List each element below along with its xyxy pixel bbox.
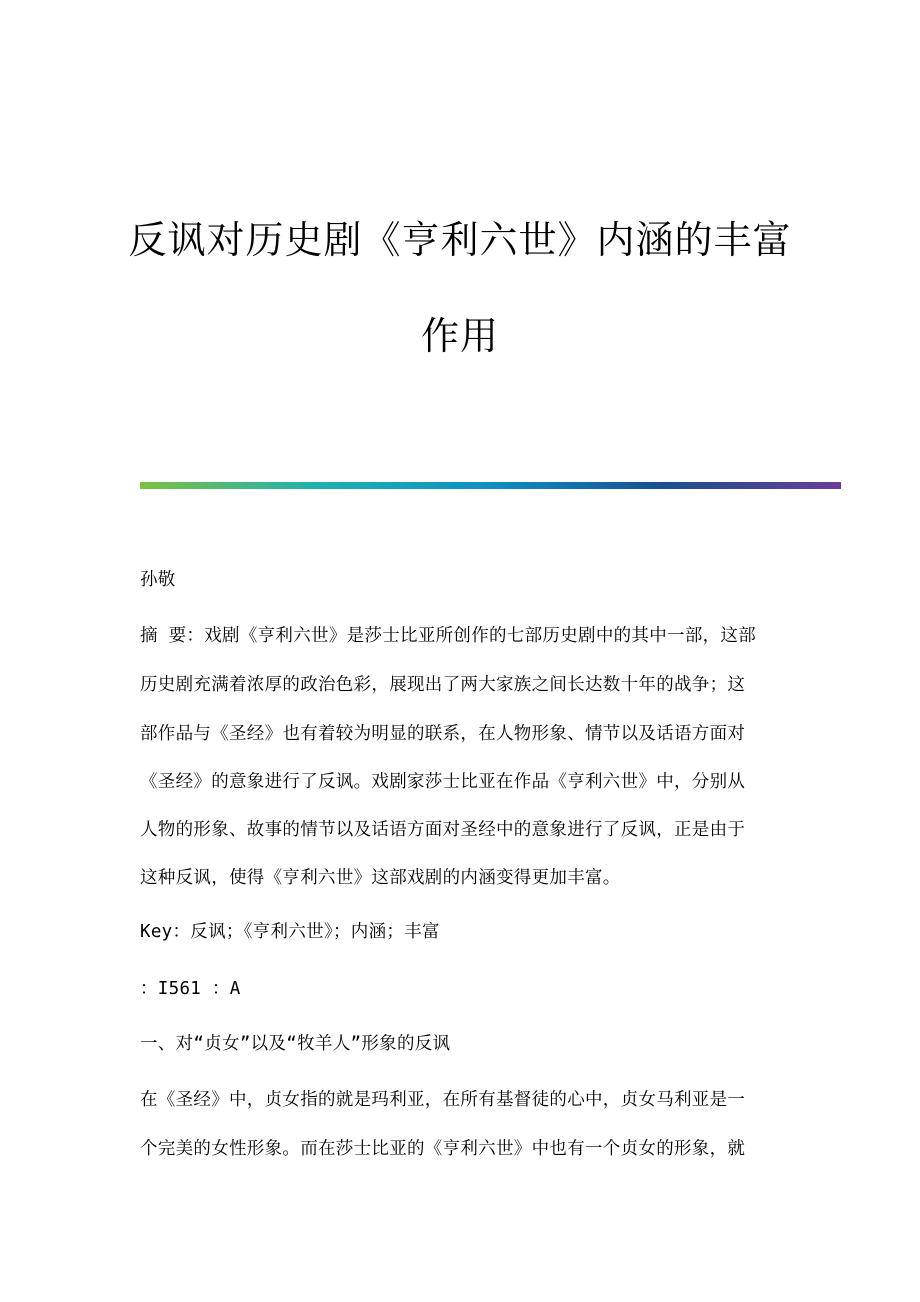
section-heading: 一、对“贞女”以及“牧羊人”形象的反讽 [140, 1034, 451, 1054]
abstract-line: 人物的形象、故事的情节以及话语方面对圣经中的意象进行了反讽，正是由于 [140, 820, 746, 840]
body-paragraph-line: 在《圣经》中，贞女指的就是玛利亚，在所有基督徒的心中，贞女马利亚是一 [140, 1090, 746, 1110]
title-divider [140, 482, 841, 489]
abstract-line: 历史剧充满着浓厚的政治色彩，展现出了两大家族之间长达数十年的战争；这 [140, 675, 746, 695]
body-paragraph-line: 个完美的女性形象。而在莎士比亚的《亨利六世》中也有一个贞女的形象，就 [140, 1139, 746, 1159]
keywords-line: Key：反讽；《亨利六世》；内涵；丰富 [140, 922, 440, 942]
abstract-line: 部作品与《圣经》也有着较为明显的联系，在人物形象、情节以及话语方面对 [140, 724, 746, 744]
document-title-line-2: 作用 [420, 314, 499, 358]
abstract-line: 《圣经》的意象进行了反讽。戏剧家莎士比亚在作品《亨利六世》中，分别从 [140, 772, 746, 792]
document-title-line-1: 反讽对历史剧《亨利六世》内涵的丰富 [128, 218, 792, 262]
classification-line: ：I561 ：A [140, 979, 241, 999]
author-name: 孙敬 [140, 570, 176, 590]
abstract-line: 摘 要：戏剧《亨利六世》是莎士比亚所创作的七部历史剧中的其中一部，这部 [140, 626, 757, 646]
abstract-line: 这种反讽，使得《亨利六世》这部戏剧的内涵变得更加丰富。 [140, 868, 621, 888]
